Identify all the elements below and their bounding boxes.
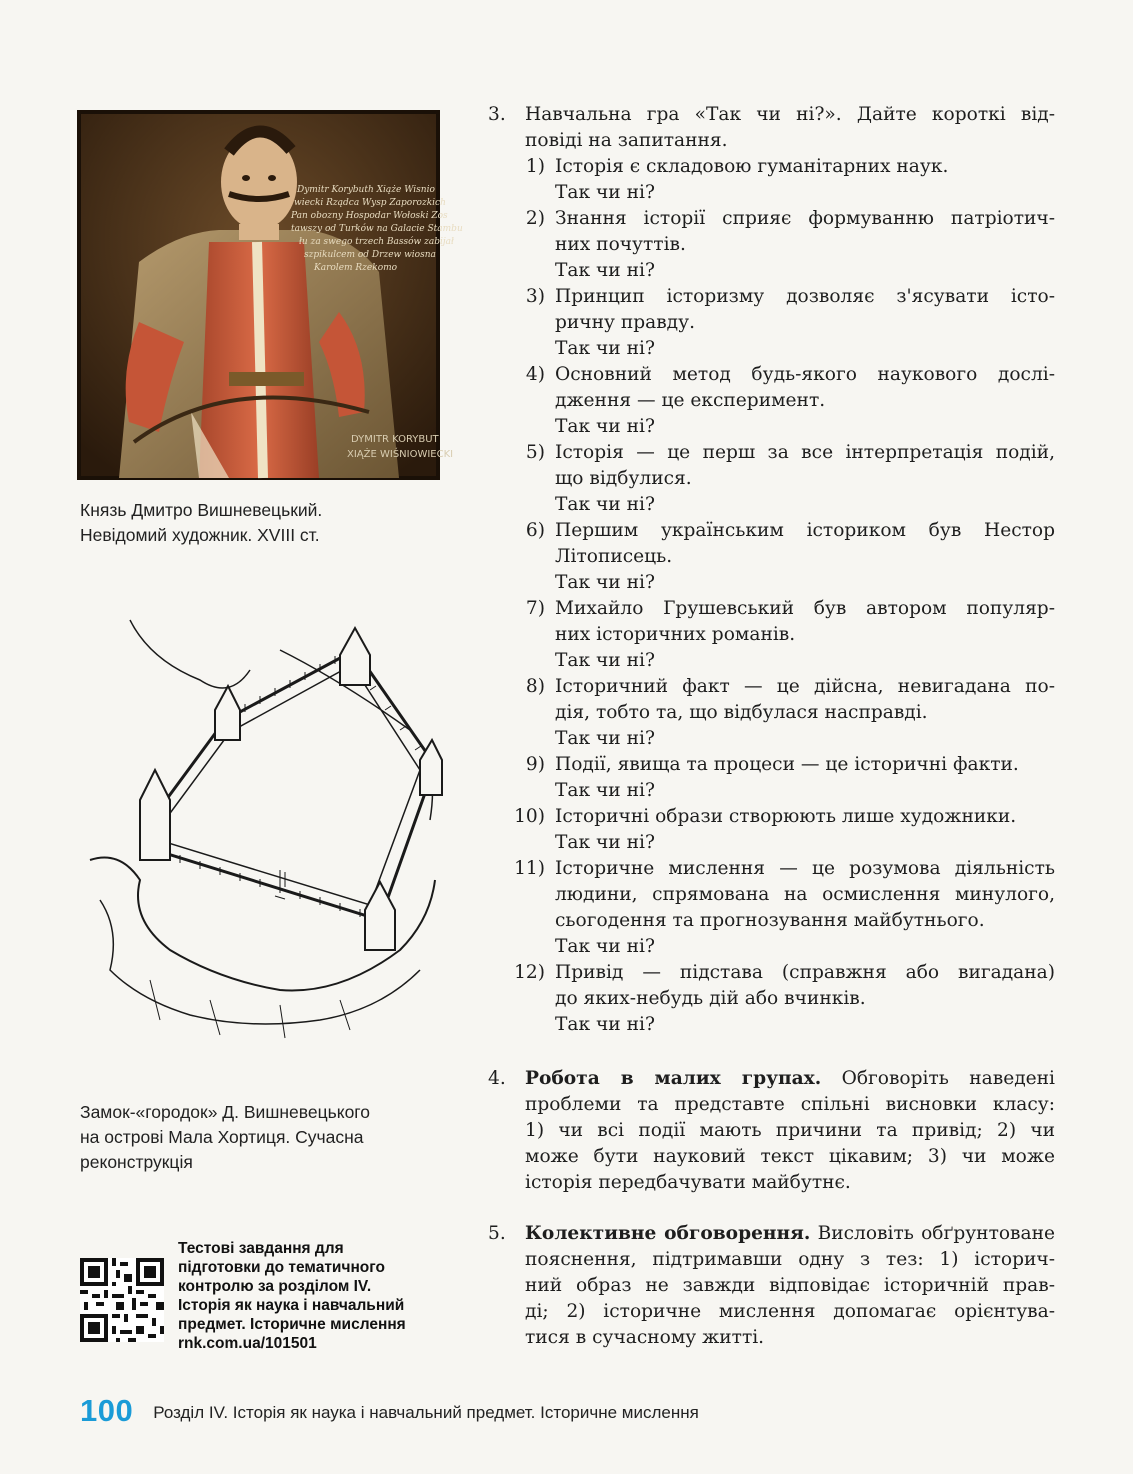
task-text-line: ді; 2) історичне мислення допомагає орієнтува- [525, 1301, 1055, 1322]
portrait-image [79, 112, 463, 478]
question-number: 10) [514, 806, 545, 827]
portrait-inscription-5: łu za swego trzech Bassów zabijał [299, 237, 454, 247]
castle-caption [80, 1100, 420, 1175]
qr-text-line: підготовки до тематичного [178, 1259, 385, 1276]
task-text-line: історія передбачувати майбутнє. [525, 1172, 851, 1193]
task-text-line: пояснення, підтримавши одну з тез: 1) історич- [525, 1249, 1055, 1270]
qr-link-text[interactable] [178, 1239, 448, 1353]
question-text-line: дження — це експеримент. [555, 390, 826, 411]
answer-prompt: Так чи ні? [555, 728, 655, 749]
question-text-line: до яких-небудь дій або вчинків. [555, 988, 866, 1009]
task-text-line: повіді на запитання. [525, 130, 728, 151]
question-number: 4) [525, 364, 545, 385]
task-text-line [525, 1221, 1055, 1247]
portrait-inscription-6: szpikulcem od Drzew wiosna [304, 250, 436, 260]
castle-caption-line: на острові Мала Хортиця. Сучасна [80, 1127, 364, 1147]
question-text-line: Принцип історизму дозволяє з'ясувати істо- [555, 286, 1055, 307]
portrait-corner-2: XIĄŻE WIŚNIOWIECKI [347, 449, 454, 460]
answer-prompt: Так чи ні? [555, 936, 655, 957]
question-number: 6) [525, 520, 545, 541]
answer-prompt: Так чи ні? [555, 338, 655, 359]
task-text-line: ний образ не завжди відповідає історичній прав- [525, 1275, 1055, 1296]
question-number: 7) [525, 598, 545, 619]
task-5 [488, 1221, 1088, 1351]
qr-code[interactable] [80, 1258, 164, 1342]
castle-caption-line: Замок-«городок» Д. Вишневецького [80, 1102, 371, 1122]
task-heading-rest: Висловіть обґрунтоване [810, 1223, 1055, 1244]
question-text-line: Основний метод будь-якого наукового дослі- [555, 364, 1055, 385]
portrait-inscription-4: tawszy od Turków na Galacie Stambu [291, 224, 463, 234]
question-number: 11) [514, 858, 545, 879]
portrait-corner-1: DYMITR KORYBUT [351, 434, 439, 445]
question-text-line: Історія — це перш за все інтерпретація подій, [555, 442, 1055, 463]
answer-prompt: Так чи ні? [555, 780, 655, 801]
page-footer [80, 1391, 699, 1431]
qr-text-line: предмет. Історичне мислення [178, 1316, 406, 1333]
task-number: 4. [488, 1068, 506, 1089]
question-number: 3) [525, 286, 545, 307]
task-heading: Робота в малих групах. [525, 1068, 822, 1089]
portrait-caption-line: Невідомий художник. XVIII ст. [80, 525, 320, 545]
question-text-line: Події, явища та процеси — це історичні факти. [555, 754, 1019, 775]
question-text-line: Літописець. [555, 546, 673, 567]
qr-text-line: Історія як наука і навчальний [178, 1297, 405, 1314]
task-text-line [525, 1066, 1055, 1092]
portrait-caption-line: Князь Дмитро Вишневецький. [80, 500, 323, 520]
question-number: 1) [525, 156, 545, 177]
qr-text-line: Тестові завдання для [178, 1240, 344, 1257]
page-number: 100 [80, 1393, 134, 1428]
question-text-line: Історичний факт — це дійсна, невигадана по- [555, 676, 1055, 697]
task-text-line: тися в сучасному житті. [525, 1327, 765, 1348]
task-text-line: 1) чи всі події мають причини та привід; 2) чи [525, 1120, 1055, 1141]
question-text-line: що відбулися. [555, 468, 692, 489]
question-text-line: Історичні образи створюють лише художники. [555, 806, 1017, 827]
qr-text-line: контролю за розділом IV. [178, 1278, 372, 1295]
answer-prompt: Так чи ні? [555, 182, 655, 203]
castle-drawing [80, 620, 442, 1040]
question-text-line: Привід — підстава (справжня або вигадана) [555, 962, 1055, 983]
portrait-caption [80, 498, 420, 548]
castle-caption-line: реконструкція [80, 1152, 193, 1172]
question-text-line: Історія є складовою гуманітарних наук. [555, 156, 949, 177]
question-text-line: Першим українським істориком був Нестор [555, 520, 1055, 541]
qr-url[interactable]: rnk.com.ua/101501 [178, 1335, 317, 1352]
portrait-inscription-3: Pan obozny Hospodar Wołoski Zos [291, 211, 448, 221]
question-number: 8) [525, 676, 545, 697]
task-text-line: проблеми та представте спільні висновки класу: [525, 1094, 1055, 1115]
question-number: 5) [525, 442, 545, 463]
question-text-line: них історичних романів. [555, 624, 796, 645]
question-number: 2) [525, 208, 545, 229]
question-number: 12) [514, 962, 545, 983]
task-3 [488, 102, 1088, 1042]
answer-prompt: Так чи ні? [555, 832, 655, 853]
answer-prompt: Так чи ні? [555, 416, 655, 437]
task-text-line: може бути науковий текст цікавим; 3) чи може [525, 1146, 1055, 1167]
answer-prompt: Так чи ні? [555, 260, 655, 281]
task-heading-rest: Обговоріть наведені [821, 1068, 1055, 1089]
task-text-line: Навчальна гра «Так чи ні?». Дайте короткі від- [525, 104, 1055, 125]
task-heading: Колективне обговорення. [525, 1223, 811, 1244]
question-text-line: дія, тобто та, що відбулася насправді. [555, 702, 928, 723]
task-number: 3. [488, 104, 506, 125]
answer-prompt: Так чи ні? [555, 650, 655, 671]
question-text-line: Знання історії сприяє формуванню патріотич- [555, 208, 1055, 229]
section-title: Розділ IV. Історія як наука і навчальний предмет. Історичне мислення [153, 1403, 699, 1422]
question-text-line: них почуттів. [555, 234, 686, 255]
question-text-line: людини, спрямована на осмислення минулого, [555, 884, 1055, 905]
question-text-line: ричну правду. [555, 312, 695, 333]
question-text-line: сьогодення та прогнозування майбутнього. [555, 910, 985, 931]
question-text-line: Історичне мислення — це розумова діяльність [555, 858, 1055, 879]
question-number: 9) [525, 754, 545, 775]
portrait-inscription-1: Dymitr Korybuth Xiąże Wisnio [297, 185, 435, 195]
answer-prompt: Так чи ні? [555, 572, 655, 593]
portrait-inscription-7: Karolem Rzekomo [314, 263, 398, 273]
portrait-inscription-2: wiecki Rządca Wysp Zaporozkich [294, 198, 446, 208]
task-number: 5. [488, 1223, 506, 1244]
task-4 [488, 1066, 1088, 1196]
answer-prompt: Так чи ні? [555, 494, 655, 515]
answer-prompt: Так чи ні? [555, 1014, 655, 1035]
question-text-line: Михайло Грушевський був автором популяр- [555, 598, 1055, 619]
